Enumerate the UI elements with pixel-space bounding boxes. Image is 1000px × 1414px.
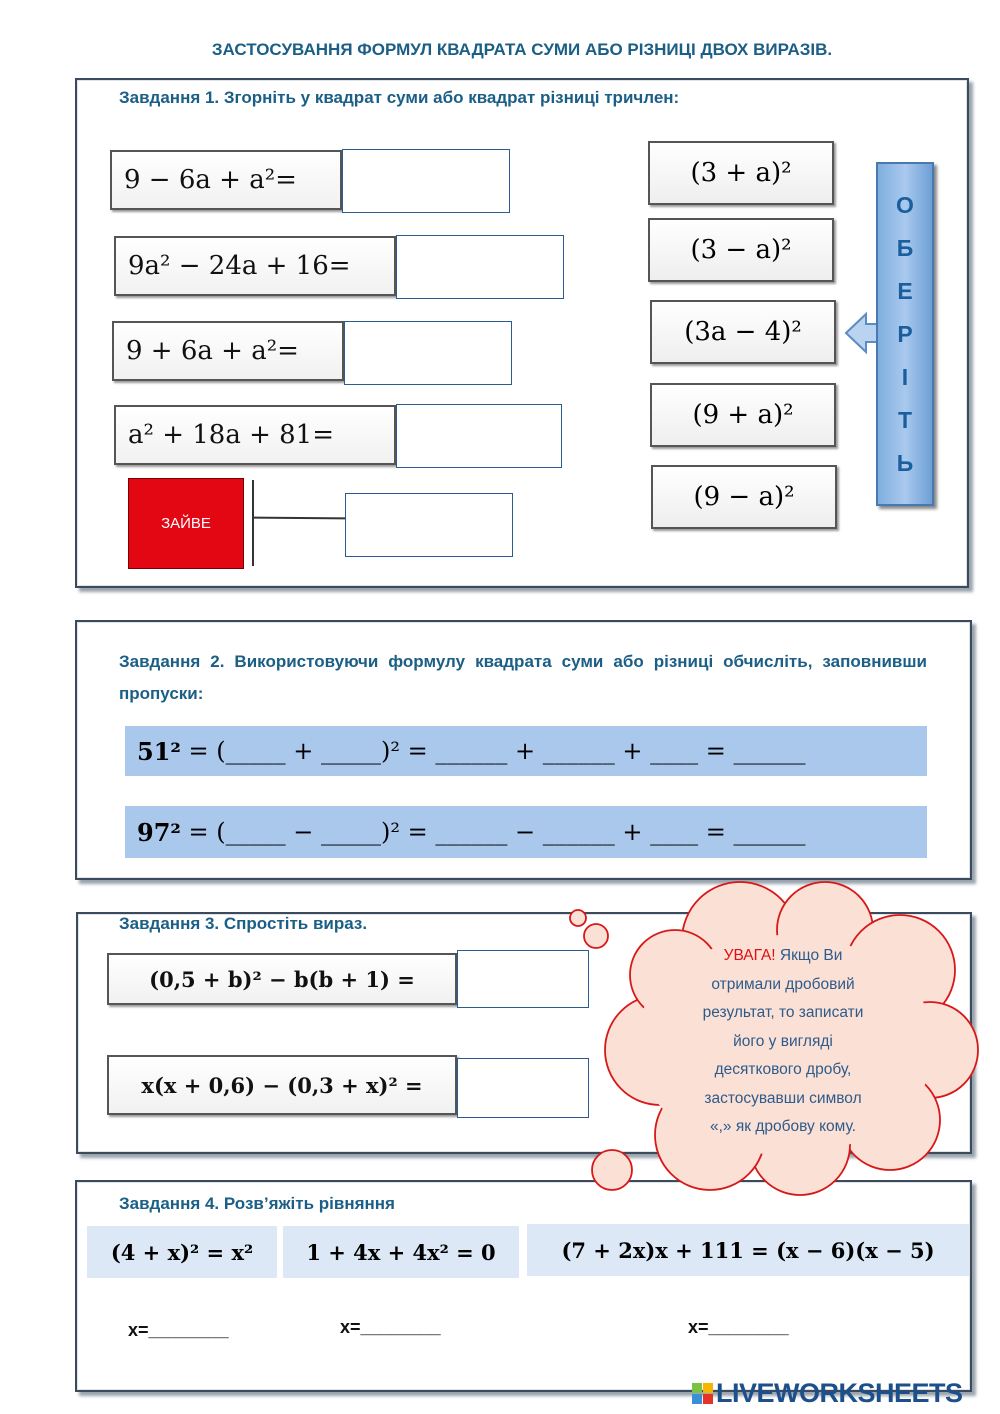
brand-name: LIVEWORKSHEETS bbox=[716, 1378, 963, 1408]
calc-rest[interactable]: = (_____ − _____)² = ______ − ______ + ____ = ______ bbox=[180, 818, 806, 846]
task1-header: Завдання 1. Згорніть у квадрат суми або квадрат різниці тричлен: bbox=[119, 88, 680, 107]
simplify-expression-1: (0,5 + b)² − b(b + 1) = bbox=[107, 953, 457, 1005]
calc-rest[interactable]: = (_____ + _____)² = ______ + ______ + ____ = ______ bbox=[180, 737, 806, 765]
flip-letter: Т bbox=[897, 406, 913, 433]
simplify-expression-2: x(x + 0,6) − (0,3 + x)² = bbox=[107, 1055, 457, 1115]
answer-field-1[interactable]: x=________ bbox=[128, 1320, 229, 1340]
page-title: ЗАСТОСУВАННЯ ФОРМУЛ КВАДРАТА СУМИ АБО РІЗНИЦІ ДВОХ ВИРАЗІВ. bbox=[211, 40, 833, 59]
answer-drop-1[interactable] bbox=[342, 149, 510, 213]
flip-letter: Ь bbox=[896, 449, 914, 476]
flip-letter: І bbox=[901, 363, 909, 390]
equation-2: 1 + 4x + 4x² = 0 bbox=[283, 1226, 519, 1278]
note-text bbox=[652, 942, 914, 1142]
answer-drop-2[interactable] bbox=[396, 235, 564, 299]
calc-lead: 51² bbox=[137, 736, 181, 766]
option-card[interactable]: (9 − a)² bbox=[651, 465, 837, 529]
expression-4: a² + 18a + 81= bbox=[114, 405, 396, 465]
task2-header: Завдання 2. Використовуючи формулу квадрата суми або різниці обчисліть, заповнивши пропуски: bbox=[119, 652, 927, 703]
expression-1: 9 − 6a + a²= bbox=[110, 150, 342, 210]
note-line: Якщо Ви bbox=[775, 947, 843, 964]
flip-letter: О bbox=[896, 191, 914, 218]
flip-button[interactable] bbox=[876, 162, 934, 506]
expression-2: 9a² − 24a + 16= bbox=[114, 236, 396, 296]
answer-drop-extra[interactable] bbox=[345, 493, 513, 557]
calc-row-2 bbox=[125, 806, 927, 858]
flip-letter: Р bbox=[897, 320, 913, 347]
connector-line bbox=[252, 480, 254, 566]
option-card[interactable]: (3a − 4)² bbox=[650, 300, 836, 364]
flip-letter: Е bbox=[897, 277, 913, 304]
answer-drop-3[interactable] bbox=[344, 321, 512, 385]
note-line: його у вигляді bbox=[733, 1032, 833, 1050]
calc-row-1 bbox=[125, 726, 927, 776]
note-line: десяткового дробу, bbox=[714, 1061, 852, 1078]
option-card[interactable]: (9 + a)² bbox=[650, 383, 836, 447]
equation-1: (4 + x)² = x² bbox=[87, 1226, 277, 1278]
task3-header: Завдання 3. Спростіть вираз. bbox=[119, 914, 368, 933]
answer-field-2[interactable]: x=________ bbox=[340, 1317, 441, 1337]
extra-label: ЗАЙВЕ bbox=[128, 478, 244, 569]
flip-letter: Б bbox=[896, 234, 914, 261]
option-card[interactable]: (3 + a)² bbox=[648, 141, 834, 205]
liveworksheets-logo-icon bbox=[692, 1383, 714, 1405]
note-line: «,» як дробову кому. bbox=[710, 1118, 856, 1135]
brand-logo bbox=[692, 1378, 963, 1409]
answer-field-3[interactable]: x=________ bbox=[688, 1317, 789, 1337]
calc-lead: 97² bbox=[137, 817, 181, 847]
note-warning: УВАГА! bbox=[723, 947, 776, 964]
expression-3: 9 + 6a + a²= bbox=[112, 321, 344, 381]
task4-header: Завдання 4. Розв’яжіть рівняння bbox=[119, 1194, 395, 1213]
note-line: результат, то записати bbox=[702, 1004, 864, 1021]
note-line: отримали дробовий bbox=[711, 975, 855, 993]
option-card[interactable]: (3 − a)² bbox=[648, 218, 834, 282]
equation-3: (7 + 2x)x + 111 = (x − 6)(x − 5) bbox=[527, 1224, 969, 1276]
answer-drop-4[interactable] bbox=[396, 404, 562, 468]
note-line: застосувавши символ bbox=[704, 1089, 862, 1107]
